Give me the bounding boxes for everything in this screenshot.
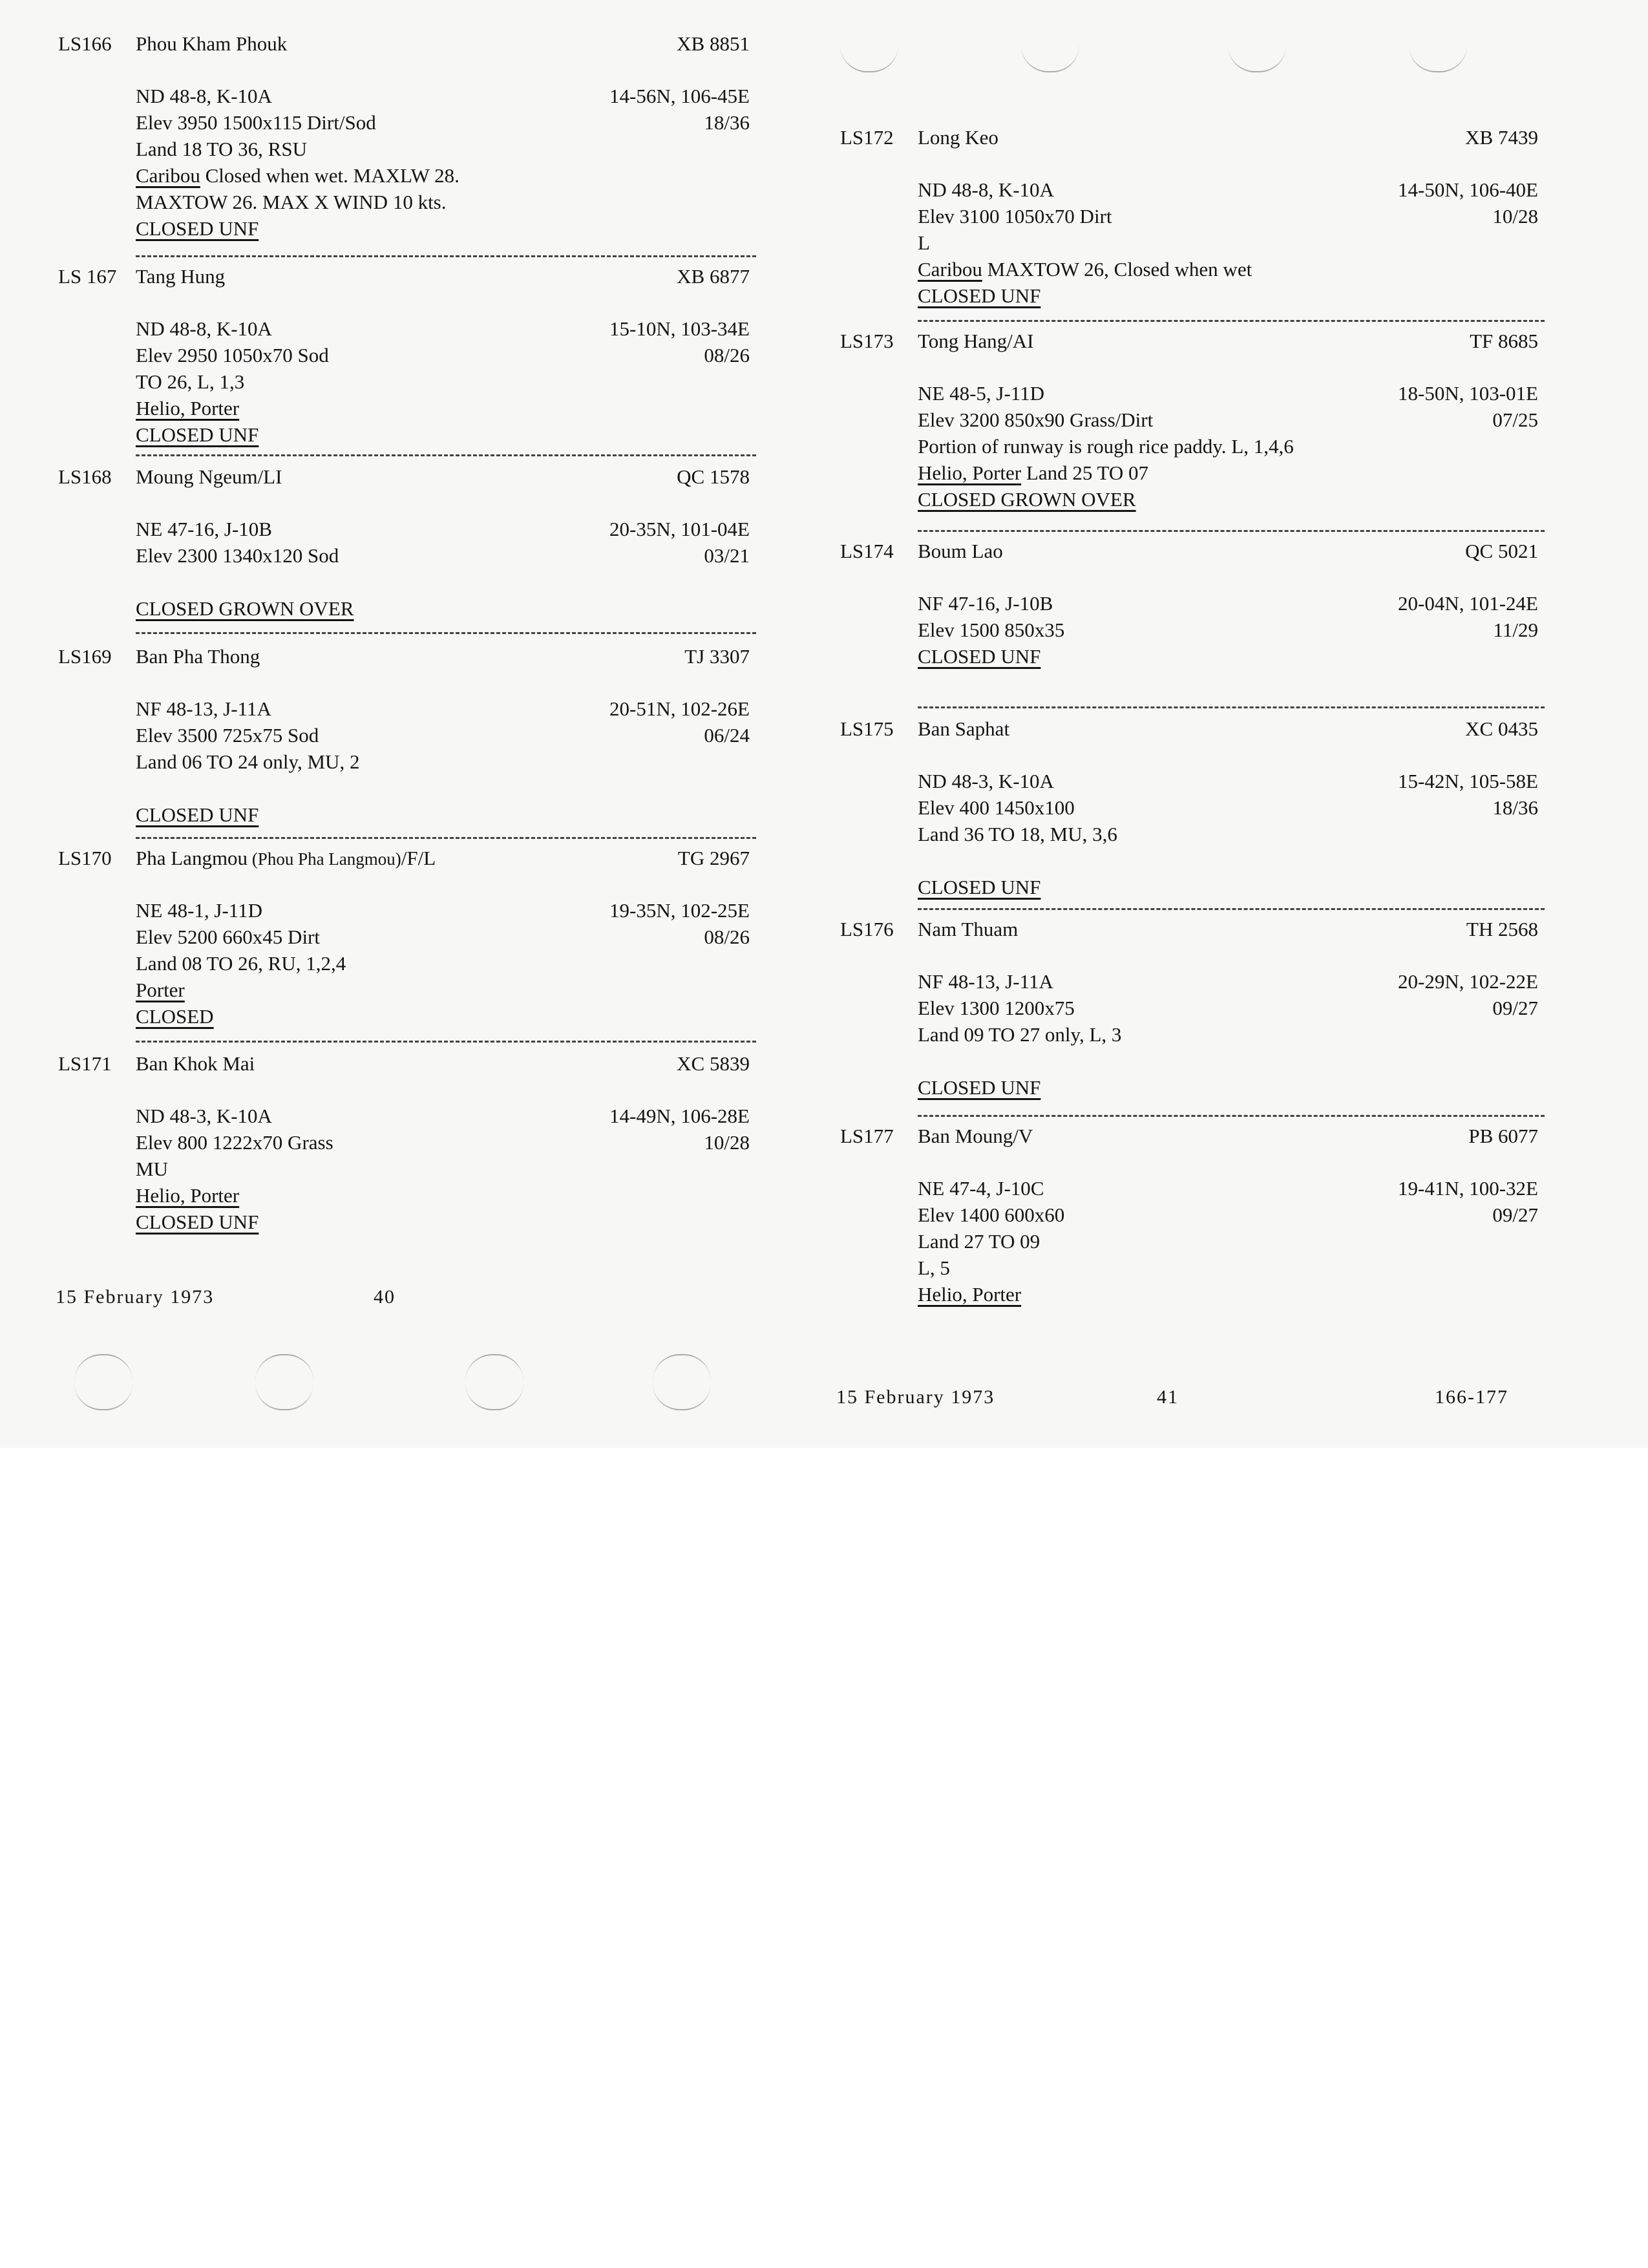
line-text: ND 48-8, K-10A [918,178,1054,201]
line-text: ND 48-3, K-10A [918,770,1054,792]
separator-line [918,320,1545,322]
underlined-text: CLOSED UNF [136,217,259,240]
site-id: LS166 [58,32,112,55]
line-text: Elev 1500 850x35 [918,619,1065,641]
coordinates: 14-56N, 106-45E [609,85,750,107]
entry-body [39,499,763,622]
coordinates: 14-49N, 106-28E [609,1105,750,1127]
line-text [1136,488,1141,511]
underlined-text: Helio, Porter [136,1184,240,1207]
line-text: Elev 1300 1200x75 [918,997,1075,1019]
grid-reference: TG 2967 [677,847,750,869]
entry-line [136,1209,763,1235]
entry-header [821,126,1551,160]
entry-line [136,1182,763,1209]
runway-heading: 10/28 [704,1131,750,1154]
line-text: NE 48-5, J-11D [918,382,1045,405]
airstrip-entry [821,330,1551,513]
coordinates: 15-10N, 103-34E [609,317,750,340]
line-text [259,423,264,446]
grid-reference: QC 1578 [677,465,750,488]
site-name: Long Keo [918,126,998,149]
line-text [1041,645,1046,668]
site-id: LS169 [58,645,112,668]
entry-header [39,265,763,299]
line-text: MAXTOW 26. MAX X WIND 10 kts. [136,191,447,213]
site-name: Ban Moung/V [918,1125,1033,1147]
grid-reference: XC 5839 [677,1052,750,1075]
entry-line [136,722,763,748]
underlined-text: CLOSED [136,1005,214,1028]
airstrip-entry [39,265,763,448]
airstrip-entry [39,32,763,242]
entry-header [39,645,763,679]
entry-line [918,407,1551,433]
site-name: Ban Pha Thong [136,645,260,668]
line-text: NE 47-16, J-10B [136,518,272,540]
underlined-text: CLOSED UNF [136,423,259,446]
entry-line [136,162,763,189]
entry-line [136,977,763,1003]
coordinates: 19-35N, 102-25E [609,899,750,922]
site-id: LS175 [840,717,894,740]
underlined-text: Helio, Porter [136,397,240,419]
footer-page-number-right: 41 [1157,1386,1179,1408]
airstrip-entry [39,1052,763,1235]
entry-line [918,1048,1551,1074]
line-text: ND 48-3, K-10A [136,1105,272,1127]
entry-line [918,433,1551,460]
airstrip-entry [39,465,763,622]
site-alt-name: (Phou Pha Langmou) [248,849,401,869]
site-name: Phou Kham Phouk [136,32,288,55]
entry-line [136,1156,763,1182]
line-text [1041,284,1046,307]
entry-header [39,847,763,880]
line-text: NF 48-13, J-11A [136,697,271,720]
underlined-text: CLOSED GROWN OVER [136,597,354,620]
grid-reference: QC 5021 [1465,540,1538,562]
runway-heading: 09/27 [1492,997,1538,1019]
entry-line [136,924,763,950]
entry-header [821,1125,1551,1158]
site-name: Ban Khok Mai [136,1052,255,1075]
entry-line [136,775,763,801]
line-text: NE 48-1, J-11D [136,899,263,922]
runway-heading: 11/29 [1493,619,1538,641]
line-text: NF 47-16, J-10B [918,592,1053,615]
runway-heading: 08/26 [704,344,750,366]
underlined-text: CLOSED UNF [918,1076,1041,1099]
line-text [185,979,190,1001]
entry-line [136,748,763,775]
line-text: Elev 3500 725x75 Sod [136,724,319,747]
line-text: Land 36 TO 18, MU, 3,6 [918,823,1117,845]
separator-line [136,255,756,257]
line-text [1041,876,1046,898]
site-id: LS173 [840,330,894,352]
underlined-text: Helio, Porter [918,461,1022,484]
entry-body [821,160,1551,309]
entry-line [136,801,763,828]
entry-line [918,229,1551,256]
entry-line [136,109,763,136]
line-text [1041,1076,1046,1099]
line-text [239,1184,244,1207]
separator-line [136,632,756,634]
airstrip-entry [39,847,763,1030]
entry-line [918,794,1551,821]
site-id: LS174 [840,540,894,562]
underlined-text: CLOSED UNF [918,645,1041,668]
runway-heading: 10/28 [1492,205,1538,228]
underlined-text: CLOSED UNF [136,803,259,826]
separator-line [136,1041,756,1043]
line-text: TO 26, L, 1,3 [136,370,245,393]
coordinates: 19-41N, 100-32E [1398,1177,1538,1200]
line-text: MU [136,1158,168,1180]
line-text: Land 09 TO 27 only, L, 3 [918,1023,1122,1046]
line-text: Elev 3950 1500x115 Dirt/Sod [136,111,376,134]
grid-reference: PB 6077 [1468,1125,1538,1147]
line-text: Land 06 TO 24 only, MU, 2 [136,750,360,773]
entry-line [918,1255,1551,1281]
line-text [259,217,264,240]
entry-line [136,1003,763,1030]
entry-line [918,995,1551,1021]
entry-line [918,203,1551,229]
coordinates: 15-42N, 105-58E [1398,770,1538,792]
underlined-text: CLOSED UNF [136,1211,259,1233]
airstrip-entry [821,540,1551,670]
line-text: Elev 5200 660x45 Dirt [136,926,320,948]
entry-line [918,460,1551,486]
entry-header [821,330,1551,363]
underlined-text: Porter [136,979,185,1001]
entry-line [918,847,1551,874]
site-id: LS 167 [58,265,117,288]
separator-line [918,908,1545,910]
entry-line [136,215,763,242]
entry-line [918,1281,1551,1308]
line-text: Elev 400 1450x100 [918,796,1075,819]
underlined-text: Caribou [136,164,200,187]
line-text [354,597,359,620]
line-text [918,1050,923,1072]
entry-line [136,421,763,448]
underlined-text: Caribou [918,258,982,281]
entry-line [136,368,763,395]
entry-header [821,717,1551,751]
line-text: Elev 2300 1340x120 Sod [136,544,339,567]
separator-line [918,706,1545,708]
footer-page-number-left: 40 [374,1286,396,1308]
entry-line [918,1228,1551,1255]
site-name: Tong Hang/AI [918,330,1034,352]
line-text: Elev 3100 1050x70 Dirt [918,205,1112,228]
site-name: Boum Lao [918,540,1003,562]
line-text: MAXTOW 26, Closed when wet [982,258,1252,281]
entry-body [821,951,1551,1101]
entry-line [918,617,1551,643]
runway-heading: 08/26 [704,926,750,948]
line-text [136,777,141,800]
line-text: Land 08 TO 26, RU, 1,2,4 [136,952,346,975]
runway-heading: 03/21 [704,544,750,567]
footer-date-right: 15 February 1973 [836,1386,995,1408]
grid-reference: XB 7439 [1465,126,1538,149]
underlined-text: CLOSED UNF [918,876,1041,898]
airstrip-entry [39,645,763,828]
airstrip-entry [821,717,1551,900]
coordinates: 20-04N, 101-24E [1398,592,1538,615]
entry-body [821,363,1551,513]
entry-line [918,1202,1551,1228]
line-text: ND 48-8, K-10A [136,317,272,340]
line-text [239,397,244,419]
site-id: LS176 [840,918,894,940]
site-name: Nam Thuam [918,918,1019,940]
runway-heading: 18/36 [704,111,750,134]
line-text: Land 18 TO 36, RSU [136,138,307,160]
site-name: Tang Hung [136,265,226,288]
grid-reference: XC 0435 [1465,717,1538,740]
separator-line [136,454,756,456]
coordinates: 20-35N, 101-04E [609,518,750,540]
line-text: L, 5 [918,1256,950,1279]
entry-line [918,874,1551,900]
underlined-text: Helio, Porter [918,1283,1022,1306]
entry-line [136,395,763,421]
entry-body [821,751,1551,900]
site-name-suffix: /F/L [401,847,436,869]
line-text [918,849,923,872]
separator-line [918,1115,1545,1117]
line-text: Closed when wet. MAXLW 28. [200,164,460,187]
line-text [1021,1283,1026,1306]
line-text: Land 27 TO 09 [918,1230,1041,1253]
line-text: NE 47-4, J-10C [918,1177,1044,1200]
coordinates: 20-29N, 102-22E [1398,970,1538,993]
entry-header [821,540,1551,573]
entry-line [136,136,763,162]
site-name: Moung Ngeum/LI [136,465,282,488]
line-text: Land 25 TO 07 [1021,461,1149,484]
underlined-text: CLOSED GROWN OVER [918,488,1136,511]
separator-line [918,530,1545,532]
site-name: Ban Saphat [918,717,1010,740]
entry-header [39,465,763,499]
entry-line [918,821,1551,847]
entry-line [136,950,763,977]
site-name: Pha Langmou (Phou Pha Langmou)/F/L [136,847,436,869]
site-id: LS168 [58,465,112,488]
entry-line [918,643,1551,670]
underlined-text: CLOSED UNF [918,284,1041,307]
entry-line [918,486,1551,513]
line-text: Elev 1400 600x60 [918,1203,1065,1226]
entry-line [136,1129,763,1156]
entry-body [39,679,763,828]
line-text: ND 48-8, K-10A [136,85,272,107]
line-text: L [918,231,930,254]
site-id: LS170 [58,847,112,869]
entry-body [39,880,763,1030]
footer-range-right: 166-177 [1435,1386,1508,1408]
entry-line [918,1074,1551,1101]
airstrip-entry [821,918,1551,1101]
runway-heading: 06/24 [704,724,750,747]
entry-line [918,282,1551,309]
line-text [259,1211,264,1233]
grid-reference: TJ 3307 [684,645,750,668]
entry-line [136,342,763,368]
line-text: Elev 3200 850x90 Grass/Dirt [918,408,1154,431]
entry-line [136,542,763,569]
entry-header [39,1052,763,1086]
runway-heading: 07/25 [1492,408,1538,431]
grid-reference: XB 8851 [677,32,750,55]
entry-line [918,1021,1551,1048]
entry-line [136,189,763,215]
entry-header [39,32,763,66]
line-text [136,571,141,593]
entry-line [918,256,1551,282]
airstrip-entry [821,1125,1551,1308]
line-text: Elev 800 1222x70 Grass [136,1131,333,1154]
site-id: LS171 [58,1052,112,1075]
runway-heading: 09/27 [1492,1203,1538,1226]
line-text: NF 48-13, J-11A [918,970,1053,993]
grid-reference: XB 6877 [677,265,750,288]
entry-line [136,595,763,622]
site-id: LS172 [840,126,894,149]
grid-reference: TH 2568 [1466,918,1538,940]
line-text: Portion of runway is rough rice paddy. L, 1,4,6 [918,435,1294,458]
grid-reference: TF 8685 [1470,330,1538,352]
line-text [259,803,264,826]
site-id: LS177 [840,1125,894,1147]
coordinates: 18-50N, 103-01E [1398,382,1538,405]
entry-body [821,573,1551,670]
coordinates: 20-51N, 102-26E [609,697,750,720]
entry-body [39,299,763,448]
coordinates: 14-50N, 106-40E [1398,178,1538,201]
line-text [214,1005,219,1028]
runway-heading: 18/36 [1492,796,1538,819]
line-text: Elev 2950 1050x70 Sod [136,344,329,366]
entry-body [39,1086,763,1235]
entry-body [39,66,763,242]
footer-date-left: 15 February 1973 [56,1286,215,1308]
entry-body [821,1158,1551,1308]
entry-header [821,918,1551,951]
airstrip-entry [821,126,1551,309]
entry-line [136,569,763,595]
separator-line [136,837,756,839]
